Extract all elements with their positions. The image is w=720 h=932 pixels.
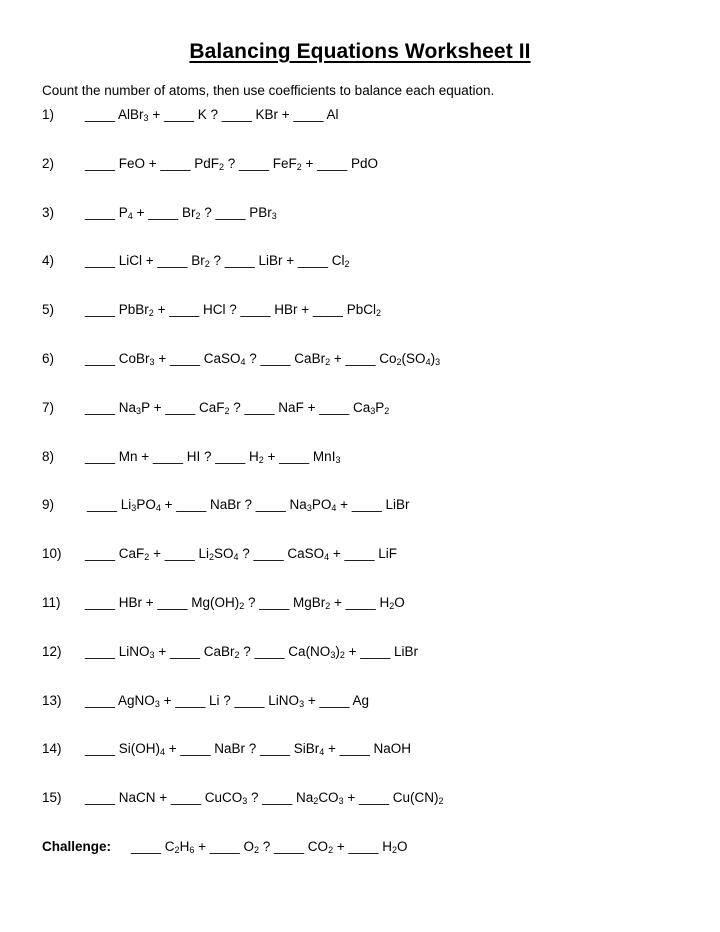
equation-text: + ____ LiBr xyxy=(344,643,419,659)
chemical-equation xyxy=(85,302,381,317)
subscript: 3 xyxy=(242,796,248,807)
equation-text: ? ____ NaF + ____ Ca xyxy=(229,399,371,415)
subscript: 2 xyxy=(209,552,215,563)
chemical-equation xyxy=(85,449,340,464)
equation-text: + ____ Li ? ____ LiNO xyxy=(159,692,300,708)
subscript: 2 xyxy=(234,649,240,660)
equation-text: ? ____ MgBr xyxy=(244,595,326,610)
chemical-equation xyxy=(85,253,349,268)
subscript: 3 xyxy=(338,796,344,807)
chemical-equation xyxy=(85,790,444,805)
problem-number: 13) xyxy=(42,692,62,708)
subscript: 3 xyxy=(149,357,155,367)
equation-text: ____ CaF xyxy=(85,546,145,562)
subscript: 2 xyxy=(325,601,331,611)
subscript: 3 xyxy=(330,649,336,660)
equation-text: (SO xyxy=(401,351,426,366)
equation-text: ____ Si(OH) xyxy=(85,741,161,757)
equation-text: + ____ HCl ? ____ HBr + ____ PbCl xyxy=(153,302,376,318)
subscript: 2 xyxy=(389,601,395,611)
equation-text: + ____ CaSO xyxy=(154,351,241,366)
equation-text: + ____ K ? ____ KBr + ____ Al xyxy=(148,107,339,122)
equation-text: + ____ Ag xyxy=(304,692,370,708)
equation-text: ____ PbBr xyxy=(85,302,149,318)
chemical-equation xyxy=(85,546,397,561)
problem-row xyxy=(0,400,720,420)
problem-number: 2) xyxy=(42,155,55,171)
chemical-equation xyxy=(85,644,418,659)
equation-text: ? ____ PBr xyxy=(200,204,272,220)
equation-text: ____ AgNO xyxy=(85,692,155,708)
equation-text: + ____ H xyxy=(333,839,392,854)
subscript: 4 xyxy=(155,503,161,514)
equation-text: P + ____ CaF xyxy=(141,399,225,415)
chemical-equation xyxy=(85,205,277,220)
challenge-equation xyxy=(131,839,408,854)
chemical-equation xyxy=(87,497,410,512)
subscript: 4 xyxy=(233,552,239,563)
equation-text: ) xyxy=(430,351,436,366)
chemical-equation xyxy=(85,693,369,708)
equation-text: SO xyxy=(214,546,234,562)
challenge-label: Challenge: xyxy=(42,839,112,854)
subscript: 2 xyxy=(325,357,331,367)
problem-row xyxy=(0,790,720,810)
equation-text: ) xyxy=(335,643,340,659)
subscript: 2 xyxy=(174,845,180,855)
subscript: 2 xyxy=(339,649,345,660)
problem-number: 4) xyxy=(42,253,55,269)
equation-text: + ____ O xyxy=(194,839,254,854)
subscript: 3 xyxy=(435,357,441,367)
equation-text: ____ FeO + ____ PdF xyxy=(85,155,219,171)
equation-text: ____ Li xyxy=(87,497,132,513)
problem-row xyxy=(0,595,720,615)
subscript: 3 xyxy=(299,698,305,709)
subscript: 3 xyxy=(306,503,312,514)
instructions-text: Count the number of atoms, then use coefficients to balance each equation. xyxy=(42,83,495,98)
subscript: 3 xyxy=(136,405,142,416)
subscript: 2 xyxy=(218,161,224,172)
problem-number: 10) xyxy=(42,546,62,562)
subscript: 3 xyxy=(370,405,376,416)
equation-text: ? ____ FeF xyxy=(223,155,297,171)
problem-number: 6) xyxy=(42,351,55,366)
subscript: 2 xyxy=(254,845,260,855)
problem-row xyxy=(0,107,720,127)
equation-text: ? ____ LiBr + ____ Cl xyxy=(209,253,345,269)
subscript: 2 xyxy=(224,405,230,416)
subscript: 2 xyxy=(204,259,210,270)
challenge-row xyxy=(0,839,720,859)
subscript: 2 xyxy=(296,161,302,172)
subscript: 3 xyxy=(149,649,155,660)
chemical-equation xyxy=(85,107,338,122)
equation-text: ____ HBr + ____ Mg(OH) xyxy=(85,595,240,610)
problem-row xyxy=(0,253,720,273)
problem-row xyxy=(0,497,720,517)
problem-number: 14) xyxy=(42,741,62,757)
equation-text: + ____ CaBr xyxy=(154,643,235,659)
subscript: 2 xyxy=(144,552,150,563)
subscript: 6 xyxy=(189,845,195,855)
subscript: 2 xyxy=(239,601,245,611)
equation-text: ____ Mn + ____ HI ? ____ H xyxy=(85,448,259,464)
equation-text: + ____ MnI xyxy=(263,448,336,464)
equation-text: + ____ NaBr ? ____ Na xyxy=(160,497,307,513)
subscript: 4 xyxy=(127,210,133,221)
equation-text: + ____ PdO xyxy=(301,155,378,171)
equation-text: + ____ NaOH xyxy=(324,741,411,757)
problem-row xyxy=(0,546,720,566)
equation-text: ? ____ Na xyxy=(247,790,314,806)
subscript: 4 xyxy=(324,552,330,563)
problem-row xyxy=(0,205,720,225)
equation-text: + ____ LiBr xyxy=(336,497,410,513)
equation-text: O xyxy=(394,595,405,610)
subscript: 4 xyxy=(425,357,431,367)
problem-number: 7) xyxy=(42,399,55,415)
equation-text: ____ Na xyxy=(85,399,137,415)
problem-row xyxy=(0,644,720,664)
equation-text: ? ____ CaBr xyxy=(245,351,326,366)
problem-row xyxy=(0,351,720,371)
problem-row xyxy=(0,302,720,322)
problem-row xyxy=(0,693,720,713)
equation-text: ____ LiNO xyxy=(85,643,150,659)
chemical-equation xyxy=(85,741,411,756)
equation-text: PO xyxy=(311,497,332,513)
equation-text: ? ____ Ca(NO xyxy=(239,643,331,659)
subscript: 3 xyxy=(131,503,137,514)
problem-number: 15) xyxy=(42,790,62,806)
subscript: 4 xyxy=(240,357,246,367)
problem-row xyxy=(0,449,720,469)
equation-text: + ____ H xyxy=(330,595,390,610)
equation-text: + ____ Br xyxy=(132,204,196,220)
problem-number: 5) xyxy=(42,302,55,318)
subscript: 3 xyxy=(154,698,160,709)
equation-text: ? ____ CO xyxy=(259,839,329,854)
subscript: 2 xyxy=(392,845,398,855)
problem-row xyxy=(0,156,720,176)
problem-number: 3) xyxy=(42,204,55,220)
problem-number: 1) xyxy=(42,107,55,122)
problem-number: 9) xyxy=(42,497,55,513)
equation-text: PO xyxy=(136,497,156,513)
subscript: 2 xyxy=(375,308,381,319)
subscript: 4 xyxy=(160,747,166,758)
chemical-equation xyxy=(85,400,389,415)
subscript: 3 xyxy=(143,113,149,123)
subscript: 2 xyxy=(313,796,319,807)
problem-number: 12) xyxy=(42,643,62,659)
problem-row xyxy=(0,741,720,761)
subscript: 2 xyxy=(396,357,402,367)
chemical-equation xyxy=(85,595,405,610)
problem-number: 11) xyxy=(42,595,61,610)
subscript: 2 xyxy=(344,259,350,270)
subscript: 2 xyxy=(195,210,201,221)
equation-text: ____ NaCN + ____ CuCO xyxy=(85,790,243,806)
equation-text: ____ LiCl + ____ Br xyxy=(85,253,205,269)
subscript: 2 xyxy=(258,454,264,465)
subscript: 2 xyxy=(438,796,444,807)
subscript: 4 xyxy=(331,503,337,514)
equation-text: + ____ NaBr ? ____ SiBr xyxy=(165,741,320,757)
equation-text: ____ AlBr xyxy=(85,107,144,122)
subscript: 3 xyxy=(335,454,341,465)
equation-text: ____ C xyxy=(131,839,175,854)
equation-text: CO xyxy=(318,790,339,806)
equation-text: H xyxy=(179,839,190,854)
equation-text: + ____ LiF xyxy=(329,546,398,562)
subscript: 2 xyxy=(328,845,334,855)
equation-text: ? ____ CaSO xyxy=(238,546,325,562)
problem-number: 8) xyxy=(42,448,55,464)
equation-text: ____ P xyxy=(85,204,128,220)
equation-text: + ____ Cu(CN) xyxy=(343,790,439,806)
equation-text: P xyxy=(375,399,385,415)
subscript: 2 xyxy=(384,405,390,416)
subscript: 2 xyxy=(148,308,154,319)
subscript: 4 xyxy=(319,747,325,758)
equation-text: ____ CoBr xyxy=(85,351,150,366)
equation-text: + ____ Li xyxy=(149,546,209,562)
worksheet-title: Balancing Equations Worksheet II xyxy=(189,40,531,63)
subscript: 3 xyxy=(271,210,277,221)
chemical-equation xyxy=(85,351,440,366)
chemical-equation xyxy=(85,156,378,171)
equation-text: O xyxy=(397,839,408,854)
equation-text: + ____ Co xyxy=(330,351,397,366)
